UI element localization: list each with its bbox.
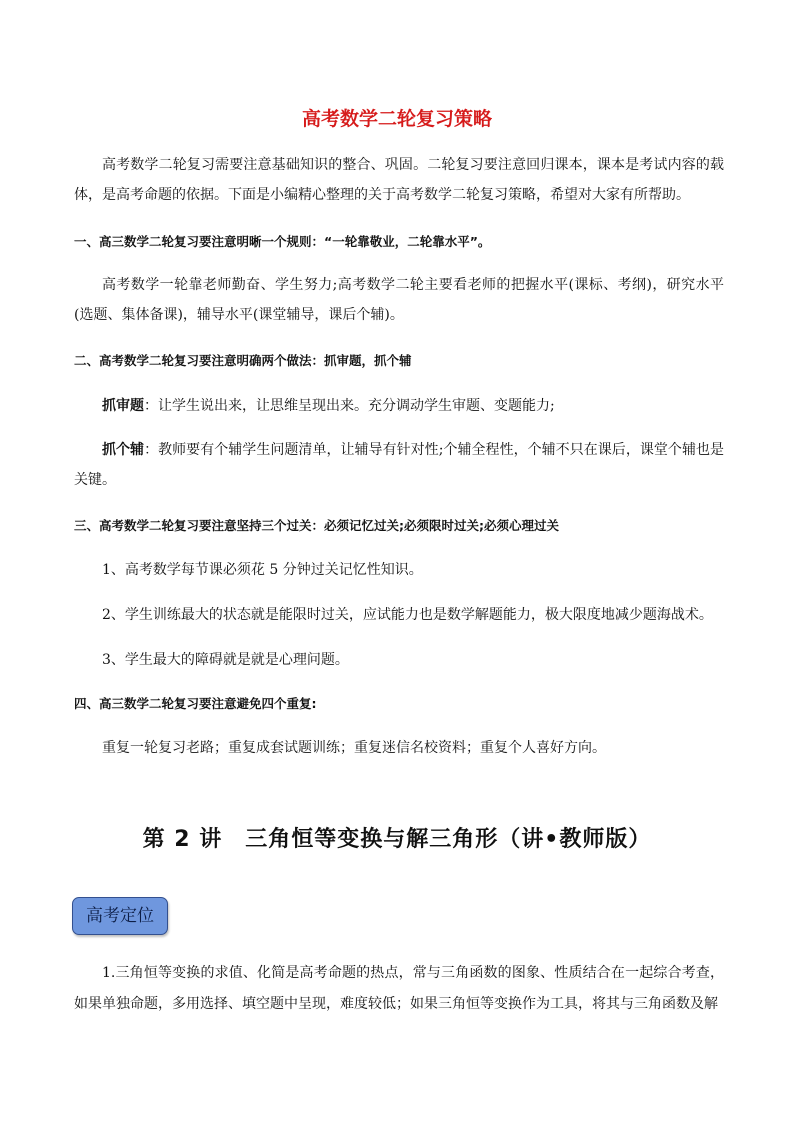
section-3-heading: 三、高考数学二轮复习要注意坚持三个过关：必须记忆过关;必须限时过关;必须心理过关 — [74, 518, 559, 533]
section-3-list-item: 1、高考数学每节课必须花 5 分钟过关记忆性知识。 — [102, 562, 423, 578]
intro-paragraph: 高考数学二轮复习需要注意基础知识的整合、巩固。二轮复习要注意回归课本，课本是考试内容的载体，是高考命题的依据。下面是小编精心整理的关于高考数学二轮复习策略，希望对大家有所帮助。 — [74, 157, 724, 203]
section-4-heading: 四、高三数学二轮复习要注意避免四个重复: — [74, 696, 317, 711]
section-2-item-1 — [74, 391, 724, 421]
section-3-list-item: 3、学生最大的障碍就是就是心理问题。 — [102, 652, 349, 668]
positioning-tag: 高考定位 — [72, 897, 168, 935]
section-3-list-item: 2、学生训练最大的状态就是能限时过关，应试能力也是数学解题能力，极大限度地减少题海战术。 — [102, 607, 713, 623]
section-2-item-2 — [74, 435, 724, 495]
item-text: ：教师要有个辅学生问题清单，让辅导有针对性;个辅全程性，个辅不只在课后，课堂个辅也是关键。 — [74, 442, 725, 488]
item-label: 抓个辅 — [102, 442, 145, 458]
section-1-heading: 一、高三数学二轮复习要注意明晰一个规则：“一轮靠敬业，二轮靠水平”。 — [74, 234, 491, 249]
section-1-body: 高考数学一轮靠老师勤奋、学生努力;高考数学二轮主要看老师的把握水平(课标、考纲)，研究水平(选题、集体备课)，辅导水平(课堂辅导，课后个辅)。 — [74, 277, 724, 323]
item-label: 抓审题 — [102, 398, 144, 414]
item-text: ：让学生说出来，让思维呈现出来。充分调动学生审题、变题能力; — [144, 398, 555, 414]
section-4-body: 重复一轮复习老路；重复成套试题训练；重复迷信名校资料；重复个人喜好方向。 — [102, 740, 606, 756]
positioning-paragraph: 1.三角恒等变换的求值、化简是高考命题的热点，常与三角函数的图象、性质结合在一起综合考查，如果单独命题，多用选择、填空题中呈现，难度较低；如果三角恒等变换作为工具，将其与三角函数及解 — [74, 965, 724, 1012]
document-title: 高考数学二轮复习策略 — [301, 108, 492, 130]
section-2-heading: 二、高考数学二轮复习要注意明确两个做法：抓审题，抓个辅 — [74, 353, 412, 368]
lecture-title: 第 2 讲 三角恒等变换与解三角形（讲•教师版） — [142, 827, 652, 852]
